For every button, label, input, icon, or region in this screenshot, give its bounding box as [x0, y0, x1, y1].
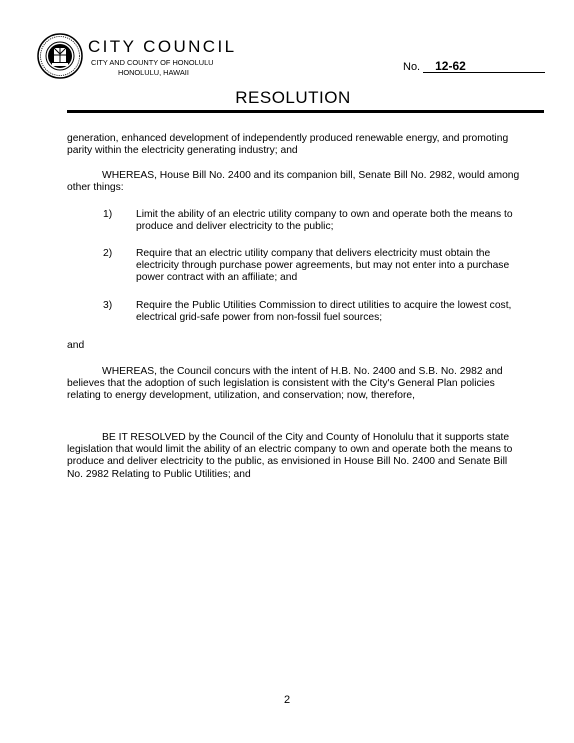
- list-item-text: Limit the ability of an electric utility company to own and operate both the means to produce and deliver electricity to the public;: [136, 209, 513, 233]
- paragraph-and: and: [67, 340, 85, 351]
- city-seal-icon: [37, 33, 83, 79]
- paragraph-whereas-council: WHEREAS, the Council concurs with the intent of H.B. No. 2400 and S.B. No. 2982 and believes that the adoption of such legislation is consistent with the City's General Plan policies relating to energy development, utilization, and conservation; now, therefore,: [67, 366, 503, 402]
- list-item-text: Require that an electric utility company that delivers electricity must obtain the electricity through purchase power agreements, but may not enter into a purchase power contract with an affiliate; and: [136, 248, 510, 284]
- resolution-number-label: No.: [403, 61, 421, 73]
- list-item-number: 2): [103, 248, 113, 259]
- paragraph-continuation: generation, enhanced development of independently produced renewable energy, and promoting parity within the electricity generating industry; and: [67, 133, 509, 157]
- paragraph-whereas-bills: WHEREAS, House Bill No. 2400 and its companion bill, Senate Bill No. 2982, would among other things:: [67, 170, 520, 194]
- council-subtitle-location: HONOLULU, HAWAII: [118, 68, 189, 77]
- paragraph-resolved: BE IT RESOLVED by the Council of the City and County of Honolulu that it supports state legislation that would limit the ability of an electric company to own and operate both the means to produce and deliver electricity to the public, as envisioned in House Bill No. 2400 and Senate Bill No. 2982 Relating to Public Utilities; and: [67, 432, 513, 480]
- list-item-text: Require the Public Utilities Commission to direct utilities to acquire the lowest cost, electrical grid-safe power from non-fossil fuel sources;: [136, 300, 512, 324]
- council-subtitle-city: CITY AND COUNTY OF HONOLULU: [91, 58, 214, 67]
- page-number: 2: [283, 694, 291, 706]
- resolution-number: [403, 60, 545, 74]
- title-divider: [67, 110, 544, 113]
- list-item-number: 1): [103, 209, 113, 220]
- council-title: CITY COUNCIL: [88, 37, 237, 56]
- document-title: RESOLUTION: [235, 88, 351, 107]
- list-item-number: 3): [103, 300, 113, 311]
- resolution-number-value: 12-62: [423, 60, 545, 73]
